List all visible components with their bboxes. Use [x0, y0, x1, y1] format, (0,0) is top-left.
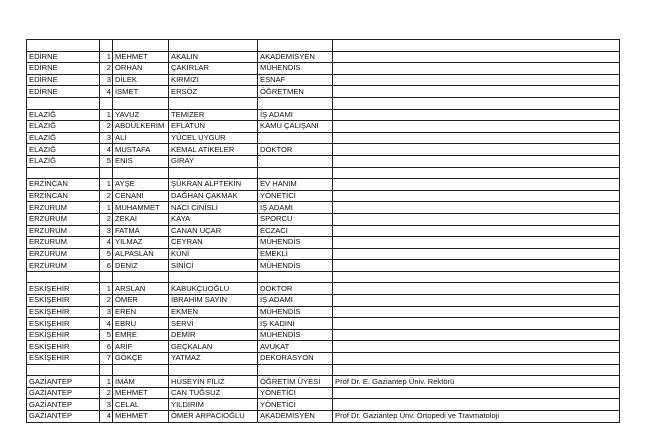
first-name-cell[interactable]: EBRU: [113, 318, 169, 330]
first-name-cell[interactable]: ORHAN: [113, 63, 169, 75]
city-cell[interactable]: ELAZIĞ: [27, 121, 100, 133]
note-cell[interactable]: Prof Dr. E. Gaziantep Üniv. Rektörü: [333, 376, 620, 388]
occupation-cell[interactable]: [258, 271, 333, 283]
row-number-cell[interactable]: 2: [100, 190, 113, 202]
table-row: [27, 353, 620, 365]
first-name-cell[interactable]: DENİZ: [113, 260, 169, 272]
last-name-cell[interactable]: KABUKÇUOĞLU: [169, 283, 258, 295]
row-number-cell[interactable]: 3: [100, 132, 113, 144]
city-cell[interactable]: ERZİNCAN: [27, 179, 100, 191]
table-row: [27, 132, 620, 144]
note-cell[interactable]: [333, 341, 620, 353]
occupation-cell[interactable]: MÜHENDİS: [258, 306, 333, 318]
city-cell[interactable]: GAZİANTEP: [27, 376, 100, 388]
last-name-cell[interactable]: [169, 271, 258, 283]
first-name-cell[interactable]: ARSLAN: [113, 283, 169, 295]
row-number-cell[interactable]: 1: [100, 51, 113, 63]
city-cell[interactable]: ELAZIĞ: [27, 155, 100, 167]
occupation-cell[interactable]: [258, 97, 333, 109]
row-number-cell[interactable]: 2: [100, 295, 113, 307]
table-row: [27, 179, 620, 191]
occupation-cell[interactable]: EMEKLİ: [258, 248, 333, 260]
note-cell[interactable]: [333, 306, 620, 318]
table-row: [27, 248, 620, 260]
last-name-cell[interactable]: GİRAY: [169, 155, 258, 167]
last-name-cell[interactable]: [169, 40, 258, 52]
occupation-cell[interactable]: SPORCU: [258, 213, 333, 225]
occupation-cell[interactable]: AKADEMİSYEN: [258, 411, 333, 423]
row-number-cell[interactable]: 4: [100, 318, 113, 330]
last-name-cell[interactable]: CAN TUĞSUZ: [169, 387, 258, 399]
row-number-cell[interactable]: 2: [100, 63, 113, 75]
city-cell[interactable]: ERZURUM: [27, 237, 100, 249]
note-cell[interactable]: [333, 63, 620, 75]
note-cell[interactable]: [333, 237, 620, 249]
occupation-cell[interactable]: ÖĞRETMEN: [258, 86, 333, 98]
row-number-cell[interactable]: 3: [100, 74, 113, 86]
note-cell[interactable]: [333, 271, 620, 283]
last-name-cell[interactable]: KÜNİ: [169, 248, 258, 260]
city-cell[interactable]: ESKİŞEHİR: [27, 329, 100, 341]
row-number-cell[interactable]: [100, 271, 113, 283]
last-name-cell[interactable]: AKALIN: [169, 51, 258, 63]
note-cell[interactable]: [333, 399, 620, 411]
city-cell[interactable]: EDİRNE: [27, 86, 100, 98]
last-name-cell[interactable]: KIRMIZI: [169, 74, 258, 86]
row-number-cell[interactable]: [100, 167, 113, 179]
occupation-cell[interactable]: EV HANIM: [258, 179, 333, 191]
note-cell[interactable]: [333, 225, 620, 237]
city-cell[interactable]: ESKİŞEHİR: [27, 318, 100, 330]
occupation-cell[interactable]: YÖNETİCİ: [258, 190, 333, 202]
first-name-cell[interactable]: [113, 40, 169, 52]
occupation-cell[interactable]: AKADEMİSYEN: [258, 51, 333, 63]
occupation-cell[interactable]: İŞ KADINI: [258, 318, 333, 330]
city-cell[interactable]: ERZURUM: [27, 213, 100, 225]
last-name-cell[interactable]: EFLATUN: [169, 121, 258, 133]
first-name-cell[interactable]: İSMET: [113, 86, 169, 98]
last-name-cell[interactable]: ŞÜKRAN ALPTEKİN: [169, 179, 258, 191]
occupation-cell[interactable]: ECZACI: [258, 225, 333, 237]
last-name-cell[interactable]: HÜSEYİN FİLİZ: [169, 376, 258, 388]
city-cell[interactable]: [27, 97, 100, 109]
table-row: [27, 121, 620, 133]
note-cell[interactable]: [333, 329, 620, 341]
city-cell[interactable]: ESKİŞEHİR: [27, 295, 100, 307]
last-name-cell[interactable]: YATMAZ: [169, 353, 258, 365]
first-name-cell[interactable]: CENANİ: [113, 190, 169, 202]
occupation-cell[interactable]: AVUKAT: [258, 341, 333, 353]
occupation-cell[interactable]: ÖĞRETİM ÜYESİ: [258, 376, 333, 388]
last-name-cell[interactable]: KEMAL ATİKELER: [169, 144, 258, 156]
row-number-cell[interactable]: 4: [100, 144, 113, 156]
table-row: [27, 399, 620, 411]
note-cell[interactable]: [333, 295, 620, 307]
note-cell[interactable]: [333, 132, 620, 144]
table-row: [27, 63, 620, 75]
note-cell[interactable]: [333, 86, 620, 98]
city-cell[interactable]: GAZİANTEP: [27, 399, 100, 411]
first-name-cell[interactable]: AYŞE: [113, 179, 169, 191]
city-cell[interactable]: GAZİANTEP: [27, 411, 100, 423]
note-cell[interactable]: [333, 318, 620, 330]
occupation-cell[interactable]: YÖNETİCİ: [258, 399, 333, 411]
row-number-cell[interactable]: [100, 97, 113, 109]
first-name-cell[interactable]: ÖMER: [113, 295, 169, 307]
table-row: [27, 202, 620, 214]
city-cell[interactable]: ELAZIĞ: [27, 144, 100, 156]
row-number-cell[interactable]: 5: [100, 248, 113, 260]
row-number-cell[interactable]: [100, 40, 113, 52]
note-cell[interactable]: [333, 190, 620, 202]
blank-row: [27, 167, 620, 179]
city-cell[interactable]: [27, 40, 100, 52]
city-cell[interactable]: ERZURUM: [27, 248, 100, 260]
first-name-cell[interactable]: YAVUZ: [113, 109, 169, 121]
first-name-cell[interactable]: ZEKAİ: [113, 213, 169, 225]
first-name-cell[interactable]: EMRE: [113, 329, 169, 341]
row-number-cell[interactable]: 2: [100, 387, 113, 399]
note-cell[interactable]: [333, 353, 620, 365]
table-row: [27, 51, 620, 63]
last-name-cell[interactable]: [169, 97, 258, 109]
table-row: [27, 306, 620, 318]
occupation-cell[interactable]: MÜHENDİS: [258, 63, 333, 75]
city-cell[interactable]: EDİRNE: [27, 63, 100, 75]
note-cell[interactable]: [333, 144, 620, 156]
note-cell[interactable]: Prof Dr. Gaziantep Ünv. Ortopedi ve Travmatoloji: [333, 411, 620, 423]
table-row: [27, 376, 620, 388]
row-number-cell[interactable]: 1: [100, 109, 113, 121]
city-cell[interactable]: ESKİŞEHİR: [27, 341, 100, 353]
table-row: [27, 86, 620, 98]
row-number-cell[interactable]: 6: [100, 260, 113, 272]
table-row: [27, 318, 620, 330]
city-cell[interactable]: ERZURUM: [27, 225, 100, 237]
note-cell[interactable]: [333, 260, 620, 272]
blank-row: [27, 271, 620, 283]
first-name-cell[interactable]: MUHAMMET: [113, 202, 169, 214]
table-row: [27, 144, 620, 156]
table-row: [27, 155, 620, 167]
table-row: [27, 329, 620, 341]
occupation-cell[interactable]: MÜHENDİS: [258, 260, 333, 272]
row-number-cell[interactable]: 2: [100, 121, 113, 133]
row-number-cell[interactable]: 5: [100, 155, 113, 167]
first-name-cell[interactable]: FATMA: [113, 225, 169, 237]
table-row: [27, 237, 620, 249]
first-name-cell[interactable]: ABDÜLKERİM: [113, 121, 169, 133]
last-name-cell[interactable]: DEMİR: [169, 329, 258, 341]
city-cell[interactable]: [27, 271, 100, 283]
row-number-cell[interactable]: 2: [100, 213, 113, 225]
city-cell[interactable]: ERZİNCAN: [27, 190, 100, 202]
occupation-cell[interactable]: MÜHENDİS: [258, 237, 333, 249]
row-number-cell[interactable]: 3: [100, 399, 113, 411]
last-name-cell[interactable]: YILDIRIM: [169, 399, 258, 411]
row-number-cell[interactable]: 5: [100, 329, 113, 341]
note-cell[interactable]: [333, 74, 620, 86]
note-cell[interactable]: [333, 179, 620, 191]
note-cell[interactable]: [333, 248, 620, 260]
occupation-cell[interactable]: [258, 155, 333, 167]
row-number-cell[interactable]: [100, 364, 113, 376]
last-name-cell[interactable]: SERVİ: [169, 318, 258, 330]
city-cell[interactable]: [27, 167, 100, 179]
spreadsheet-table: [26, 39, 620, 423]
row-number-cell[interactable]: 1: [100, 283, 113, 295]
table-row: [27, 411, 620, 423]
occupation-cell[interactable]: DEKORASYON: [258, 353, 333, 365]
city-cell[interactable]: ERZURUM: [27, 260, 100, 272]
occupation-cell[interactable]: [258, 167, 333, 179]
first-name-cell[interactable]: ENİS: [113, 155, 169, 167]
last-name-cell[interactable]: SİNİCİ: [169, 260, 258, 272]
note-cell[interactable]: [333, 109, 620, 121]
blank-row: [27, 364, 620, 376]
table-row: [27, 190, 620, 202]
last-name-cell[interactable]: EKMEN: [169, 306, 258, 318]
first-name-cell[interactable]: ALİ: [113, 132, 169, 144]
city-cell[interactable]: ERZURUM: [27, 202, 100, 214]
occupation-cell[interactable]: [258, 364, 333, 376]
city-cell[interactable]: [27, 364, 100, 376]
note-cell[interactable]: [333, 387, 620, 399]
row-number-cell[interactable]: 1: [100, 179, 113, 191]
city-cell[interactable]: ELAZIĞ: [27, 132, 100, 144]
last-name-cell[interactable]: ERSÖZ: [169, 86, 258, 98]
city-cell[interactable]: ESKİŞEHİR: [27, 306, 100, 318]
last-name-cell[interactable]: CEYRAN: [169, 237, 258, 249]
occupation-cell[interactable]: DOKTOR: [258, 283, 333, 295]
table-row: [27, 260, 620, 272]
row-number-cell[interactable]: 1: [100, 376, 113, 388]
table-row: [27, 295, 620, 307]
first-name-cell[interactable]: ALPASLAN: [113, 248, 169, 260]
occupation-cell[interactable]: KAMU ÇALIŞANI: [258, 121, 333, 133]
note-cell[interactable]: [333, 202, 620, 214]
last-name-cell[interactable]: TEMİZER: [169, 109, 258, 121]
note-cell[interactable]: [333, 121, 620, 133]
first-name-cell[interactable]: [113, 167, 169, 179]
table-row: [27, 213, 620, 225]
last-name-cell[interactable]: ÇAKIRLAR: [169, 63, 258, 75]
first-name-cell[interactable]: MEHMET: [113, 387, 169, 399]
city-cell[interactable]: ESKİŞEHİR: [27, 283, 100, 295]
row-number-cell[interactable]: 4: [100, 237, 113, 249]
note-cell[interactable]: [333, 364, 620, 376]
city-cell[interactable]: EDİRNE: [27, 51, 100, 63]
occupation-cell[interactable]: İŞ ADAMI: [258, 295, 333, 307]
city-cell[interactable]: ELAZIĞ: [27, 109, 100, 121]
last-name-cell[interactable]: [169, 167, 258, 179]
first-name-cell[interactable]: [113, 271, 169, 283]
table-row: [27, 341, 620, 353]
last-name-cell[interactable]: İBRAHİM SAYIN: [169, 295, 258, 307]
blank-row: [27, 97, 620, 109]
note-cell[interactable]: [333, 167, 620, 179]
first-name-cell[interactable]: ARİF: [113, 341, 169, 353]
first-name-cell[interactable]: CELAL: [113, 399, 169, 411]
row-number-cell[interactable]: 7: [100, 353, 113, 365]
occupation-cell[interactable]: İŞ ADAMI: [258, 109, 333, 121]
row-number-cell[interactable]: 6: [100, 341, 113, 353]
table-row: [27, 225, 620, 237]
city-cell[interactable]: ESKİŞEHİR: [27, 353, 100, 365]
row-number-cell[interactable]: 3: [100, 225, 113, 237]
first-name-cell[interactable]: GÖKÇE: [113, 353, 169, 365]
note-cell[interactable]: [333, 155, 620, 167]
first-name-cell[interactable]: MEHMET: [113, 51, 169, 63]
city-cell[interactable]: GAZİANTEP: [27, 387, 100, 399]
first-name-cell[interactable]: DİLEK: [113, 74, 169, 86]
last-name-cell[interactable]: GEÇKALAN: [169, 341, 258, 353]
row-number-cell[interactable]: 3: [100, 306, 113, 318]
note-cell[interactable]: [333, 213, 620, 225]
occupation-cell[interactable]: ESNAF: [258, 74, 333, 86]
occupation-cell[interactable]: İŞ ADAMI: [258, 202, 333, 214]
occupation-cell[interactable]: MÜHENDİS: [258, 329, 333, 341]
occupation-cell[interactable]: [258, 40, 333, 52]
first-name-cell[interactable]: EREN: [113, 306, 169, 318]
last-name-cell[interactable]: YÜCEL UYGUR: [169, 132, 258, 144]
first-name-cell[interactable]: [113, 364, 169, 376]
first-name-cell[interactable]: MEHMET: [113, 411, 169, 423]
note-cell[interactable]: [333, 51, 620, 63]
last-name-cell[interactable]: [169, 364, 258, 376]
note-cell[interactable]: [333, 283, 620, 295]
last-name-cell[interactable]: CANAN UÇAR: [169, 225, 258, 237]
table-row: [27, 283, 620, 295]
note-cell[interactable]: [333, 40, 620, 52]
last-name-cell[interactable]: KAYA: [169, 213, 258, 225]
city-cell[interactable]: EDİRNE: [27, 74, 100, 86]
row-number-cell[interactable]: 1: [100, 202, 113, 214]
last-name-cell[interactable]: NACİ CİNİSLİ: [169, 202, 258, 214]
row-number-cell[interactable]: 4: [100, 411, 113, 423]
note-cell[interactable]: [333, 97, 620, 109]
occupation-cell[interactable]: DOKTOR: [258, 144, 333, 156]
table-row: [27, 74, 620, 86]
table-row: [27, 109, 620, 121]
spreadsheet-body: [27, 40, 620, 423]
first-name-cell[interactable]: MUSTAFA: [113, 144, 169, 156]
blank-row: [27, 40, 620, 52]
last-name-cell[interactable]: ÖMER ARPACIOĞLU: [169, 411, 258, 423]
occupation-cell[interactable]: YÖNETİCİ: [258, 387, 333, 399]
first-name-cell[interactable]: YILMAZ: [113, 237, 169, 249]
first-name-cell[interactable]: [113, 97, 169, 109]
last-name-cell[interactable]: DAĞHAN ÇAKMAK: [169, 190, 258, 202]
first-name-cell[interactable]: İMAM: [113, 376, 169, 388]
row-number-cell[interactable]: 4: [100, 86, 113, 98]
table-row: [27, 387, 620, 399]
occupation-cell[interactable]: [258, 132, 333, 144]
